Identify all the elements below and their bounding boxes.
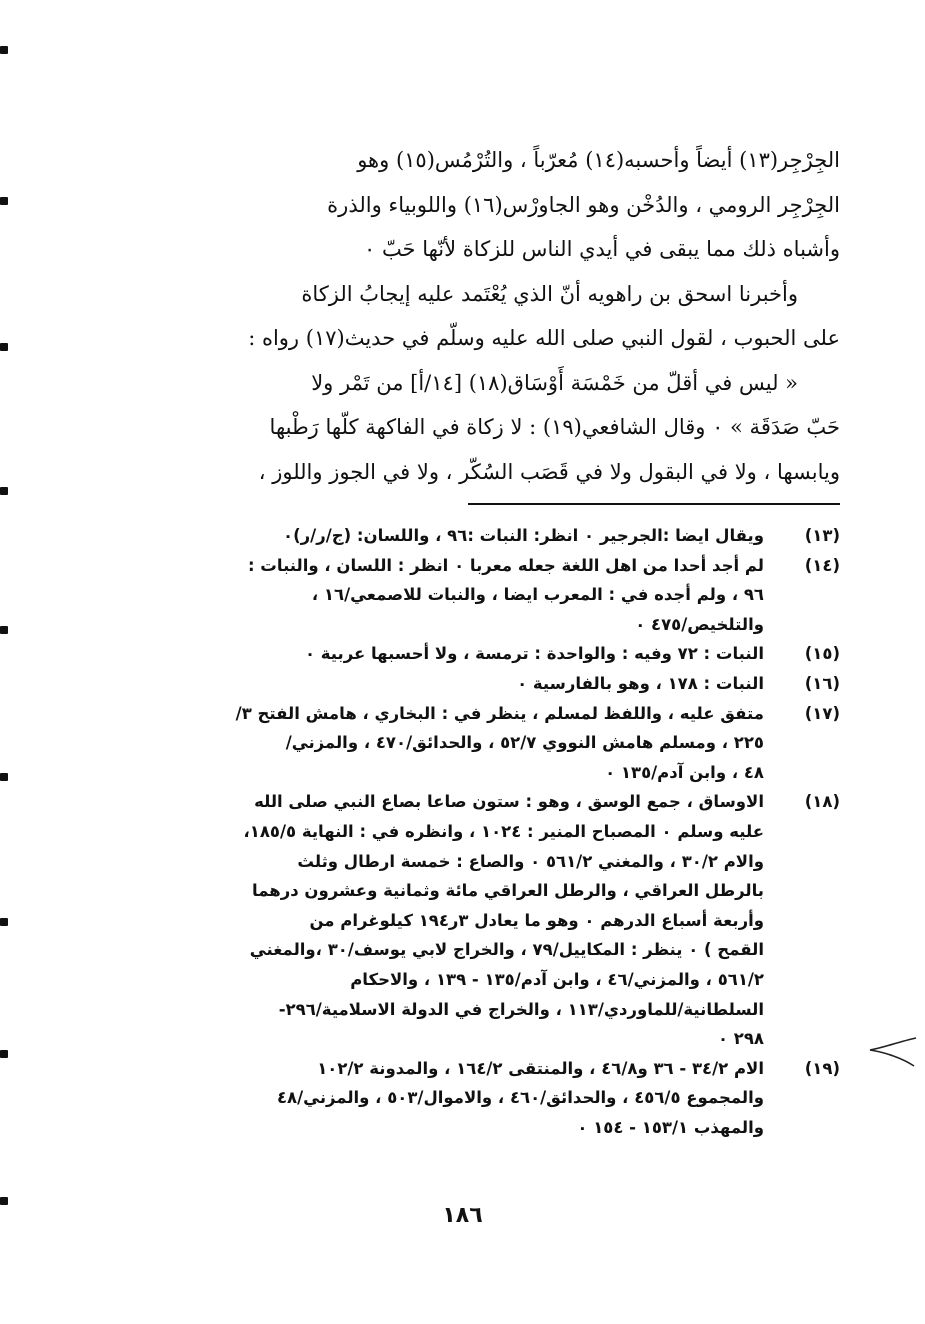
footnote-line: عليه وسلم ٠ المصباح المنير : ١٠٢٤ ، وانظره في : النهاية ١٨٥/٥، [243, 821, 764, 841]
footnote-line: ويقال ايضا :الجرجير ٠ انظر: النبات :٩٦ ، واللسان: (ج/ر/ر)٠ [283, 526, 764, 545]
footnote-line: والتلخيص/٤٧٥ ٠ [635, 614, 764, 634]
footnote-line: ٥٦١/٢ ، والمزني/٤٦ ، وابن آدم/١٣٥ - ١٣٩ ، والاحكام [350, 969, 764, 989]
footnote-line: وأربعة أسباع الدرهم ٠ وهو ما يعادل ٣ر١٩٤ كيلوغرام من [309, 910, 764, 930]
footnote-number: (١٨) [804, 792, 840, 812]
footnote-number: (١٥) [804, 644, 840, 664]
footnote-number: (١٧) [804, 703, 840, 723]
footnote-line: بالرطل العراقي ، والرطل العراقي مائة وثمانية وعشرون درهما [252, 881, 764, 901]
main-text [180, 138, 840, 494]
body-line: وأشباه ذلك مما يبقى في أيدي الناس للزكاة لأنّها حَبّ ٠ [363, 237, 840, 261]
margin-mark [0, 773, 8, 781]
footnote-number: (١٩) [804, 1058, 840, 1078]
footnote-line: والمجموع ٤٥٦/٥ ، والحدائق/٤٦٠ ، والاموال/٥٠٣ ، والمزني/٤٨ [276, 1088, 764, 1108]
footnote-text [180, 699, 764, 788]
footnote-line: الاوساق ، جمع الوسق ، وهو : ستون صاعا بصاع النبي صلى الله [254, 792, 764, 812]
footnote-text [180, 639, 764, 669]
footnote-line: متفق عليه ، واللفظ لمسلم ، ينظر في : البخاري ، هامش الفتح ٣/ [235, 703, 764, 723]
footnote [180, 551, 840, 640]
footnote-line: لم أجد أحدا من اهل اللغة جعله معربا ٠ انظر : اللسان ، والنبات : [247, 555, 764, 575]
footnote-line: ٢٢٥ ، ومسلم هامش النووي ٥٢/٧ ، والحدائق/٤٧٠ ، والمزني/ [285, 733, 764, 753]
footnote [180, 521, 840, 551]
page-number: ١٨٦ [442, 1203, 483, 1228]
footnote-line: النبات : ١٧٨ ، وهو بالفارسية ٠ [517, 673, 764, 693]
footnote-number: (١٤) [804, 555, 840, 575]
body-line: « ليس في أقلّ من خَمْسَة أَوْسَاق(١٨) [١٤/أ] من تَمْر ولا [311, 370, 798, 395]
footnote-line: ٩٦ ، ولم أجده في : المعرب ايضا ، والنبات للاصمعي/١٦ ، [311, 585, 764, 605]
footnote-line: والمهذب ١٥٣/١ - ١٥٤ ٠ [577, 1117, 764, 1137]
footnote [180, 639, 840, 669]
pen-stroke-mark [868, 1034, 918, 1068]
footnote-text [180, 787, 764, 1053]
margin-mark [0, 1050, 8, 1058]
body-line: الجِرْجِر الرومي ، والدُخْن وهو الجاورْس(١٦) واللوبياء والذرة [327, 192, 840, 217]
footnote-text [180, 521, 764, 551]
margin-mark [0, 487, 8, 495]
footnote [180, 787, 840, 1053]
footnote-line: القمح ) ٠ ينظر : المكاييل/٧٩ ، والخراج لابي يوسف/٣٠ ،والمغني [249, 940, 764, 960]
footnote-line: ٤٨ ، وابن آدم/١٣٥ ٠ [605, 762, 764, 782]
footnote-line: ٢٩٨ ٠ [717, 1029, 764, 1049]
footnote-line: النبات : ٧٢ وفيه : والواحدة : ترمسة ، ولا أحسبها عربية ٠ [304, 644, 764, 664]
footnote [180, 699, 840, 788]
footnote-text [180, 669, 764, 699]
footnote-line: السلطانية/للماوردي/١١٣ ، والخراج في الدولة الاسلامية/٢٩٦- [278, 999, 764, 1019]
body-line: حَبّ صَدَقَة » ٠ وقال الشافعي(١٩) : لا زكاة في الفاكهة كلّها رَطْبها [269, 415, 840, 439]
body-line: وأخبرنا اسحق بن راهويه أنّ الذي يُعْتَمد عليه إيجابُ الزكاة [301, 281, 798, 306]
margin-mark [0, 626, 8, 634]
footnotes [180, 521, 840, 1142]
margin-mark [0, 918, 8, 926]
footnote-number: (١٣) [804, 526, 840, 545]
footnote-line: والام ٣٠/٢ ، والمغني ٥٦١/٢ ٠ والصاع : خمسة ارطال وثلث [297, 851, 764, 871]
margin-mark [0, 343, 8, 351]
footnote-line: الام ٣٤/٢ - ٣٦ و٤٦/٨ ، والمنتقى ١٦٤/٢ ، والمدونة ١٠٢/٢ [317, 1058, 764, 1078]
footnote-text [180, 551, 764, 640]
body-line: الجِرْجِر(١٣) أيضاً وأحسبه(١٤) مُعرّباً ، والتُرْمُس(١٥) وهو [357, 148, 840, 172]
footnote [180, 669, 840, 699]
margin-mark [0, 46, 8, 54]
footnote-text [180, 1054, 764, 1143]
body-line: على الحبوب ، لقول النبي صلى الله عليه وسلّم في حديث(١٧) رواه : [248, 326, 840, 350]
footnote-separator [468, 503, 840, 505]
body-line: ويابسها ، ولا في البقول ولا في قَصَب السُكّر ، ولا في الجوز واللوز ، [258, 459, 840, 484]
footnote-number: (١٦) [804, 673, 840, 693]
margin-mark [0, 197, 8, 205]
footnote [180, 1054, 840, 1143]
